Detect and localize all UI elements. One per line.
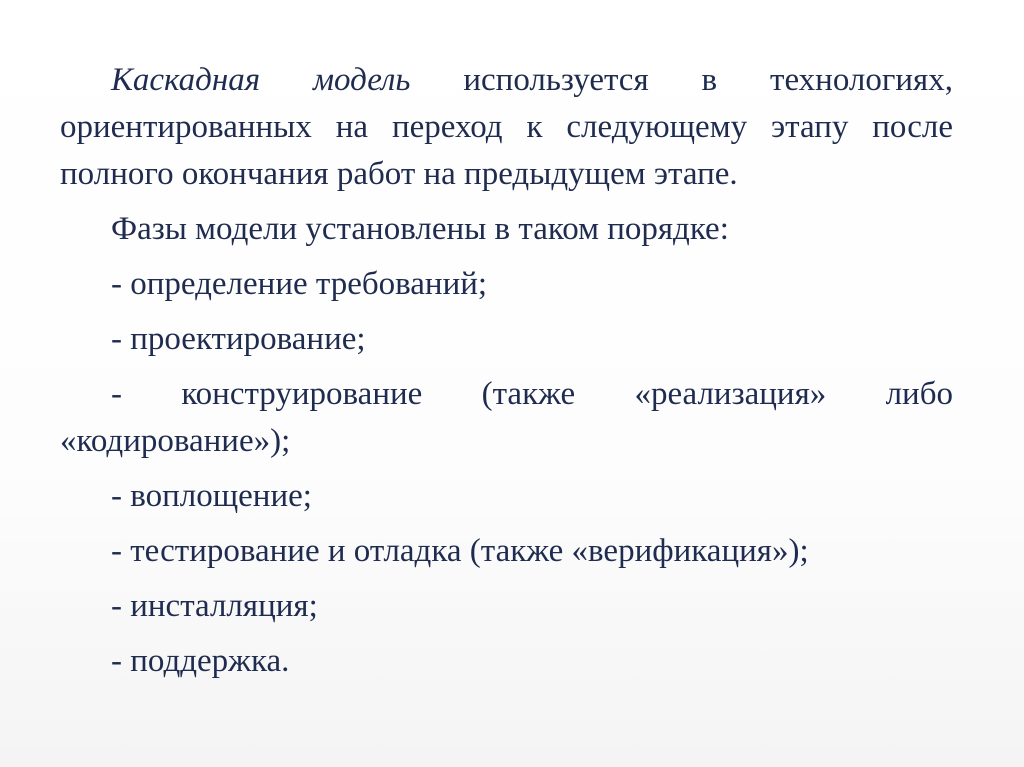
paragraph-spacer: [60, 308, 953, 316]
paragraph-spacer: [60, 363, 953, 371]
paragraph-spacer: [60, 520, 953, 528]
intro-text: используется в технологиях, ориентированных на переход к следующему этапу после полного окончания работ на предыдущем этапе.: [60, 62, 953, 192]
paragraph-spacer: [60, 198, 953, 206]
phase-item-support: - поддержка.: [111, 643, 290, 679]
paragraph-spacer: [60, 465, 953, 473]
phases-heading: Фазы модели установлены в таком порядке:: [111, 211, 729, 247]
paragraph-spacer: [60, 630, 953, 638]
phase-item-construction: - конструирование (также «реализация» либо «кодирование»);: [60, 376, 953, 459]
slide-content: [60, 57, 953, 685]
phase-item-design: - проектирование;: [111, 321, 366, 357]
intro-paragraph: [60, 57, 953, 198]
phase-item-requirements: - определение требований;: [111, 266, 488, 302]
phase-item-implementation: - воплощение;: [111, 478, 312, 514]
paragraph-spacer: [60, 575, 953, 583]
phase-item-testing: - тестирование и отладка (также «верификация»);: [111, 533, 809, 569]
phase-item-installation: - инсталляция;: [111, 588, 318, 624]
model-term: Каскадная модель: [111, 62, 411, 98]
paragraph-spacer: [60, 253, 953, 261]
